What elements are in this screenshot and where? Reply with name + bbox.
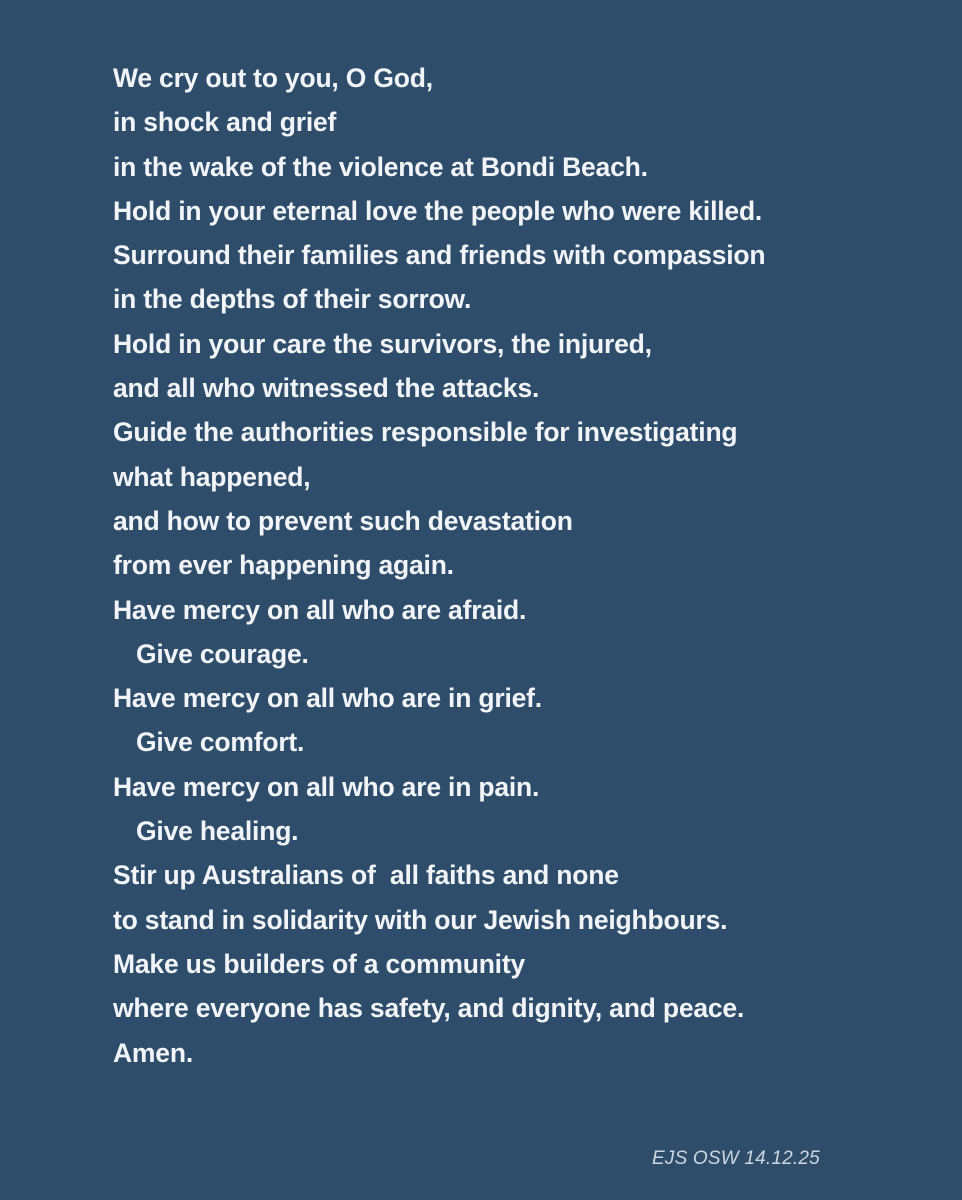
prayer-response-line: Give courage. <box>136 638 309 669</box>
prayer-line: Guide the authorities responsible for investigating <box>113 417 738 448</box>
prayer-line: in the wake of the violence at Bondi Beach. <box>113 151 648 182</box>
prayer-line: in shock and grief <box>113 107 337 138</box>
prayer-line: Make us builders of a community <box>113 948 526 979</box>
prayer-line: Stir up Australians of all faiths and none <box>113 860 619 891</box>
author-signature: EJS OSW 14.12.25 <box>652 1148 820 1169</box>
prayer-line: what happened, <box>113 461 311 492</box>
prayer-line: We cry out to you, O God, <box>113 63 433 93</box>
prayer-line: Hold in your care the survivors, the injured, <box>113 328 652 359</box>
prayer-line: in the depths of their sorrow. <box>113 284 472 315</box>
prayer-response-line: Give comfort. <box>136 727 305 758</box>
prayer-line: and how to prevent such devastation <box>113 505 573 536</box>
prayer-line: to stand in solidarity with our Jewish neighbours. <box>113 904 728 935</box>
prayer-line: Surround their families and friends with compassion <box>113 240 766 271</box>
prayer-line: Have mercy on all who are in grief. <box>113 683 542 714</box>
prayer-text <box>113 56 913 1075</box>
prayer-line: where everyone has safety, and dignity, and peace. <box>113 993 745 1024</box>
prayer-line: Have mercy on all who are in pain. <box>113 771 540 802</box>
prayer-line: Hold in your eternal love the people who were killed. <box>113 195 763 226</box>
prayer-line: Have mercy on all who are afraid. <box>113 594 527 625</box>
prayer-line: and all who witnessed the attacks. <box>113 373 540 404</box>
prayer-line: from ever happening again. <box>113 550 454 581</box>
prayer-line: Amen. <box>113 1037 193 1068</box>
prayer-response-line: Give healing. <box>136 816 299 847</box>
